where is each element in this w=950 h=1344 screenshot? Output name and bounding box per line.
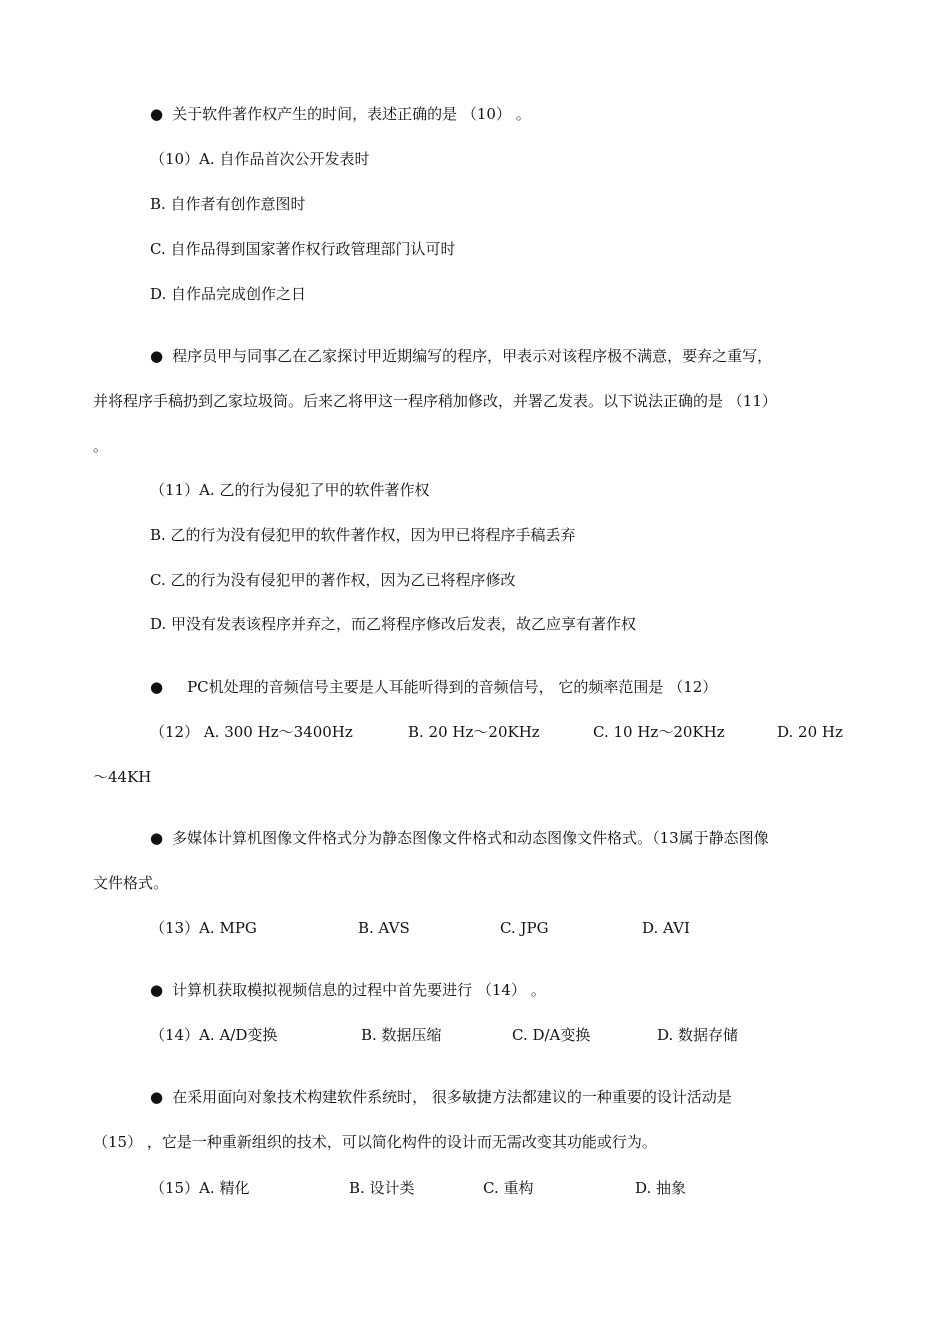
question-11-text-line1: 程序员甲与同事乙在乙家探讨甲近期编写的程序，甲表示对该程序极不满意，要弃之重写，: [172, 347, 773, 365]
question-12-text: PC机处理的音频信号主要是人耳能听得到的音频信号， 它的频率范围是 （12）: [187, 678, 718, 696]
question-14-option-c: C. D/A变换: [512, 1026, 591, 1044]
question-13-text-line1: 多媒体计算机图像文件格式分为静态图像文件格式和动态图像文件格式。（13属于静态图像: [172, 829, 769, 847]
question-13-option-a: （13）A. MPG: [150, 919, 257, 937]
question-14-text: 计算机获取模拟视频信息的过程中首先要进行 （14） 。: [172, 981, 546, 999]
question-12-option-d-continued: ～44KH: [93, 768, 152, 786]
question-12-option-d: D. 20 Hz: [777, 723, 843, 741]
question-10-option-c: C. 自作品得到国家著作权行政管理部门认可时: [150, 240, 456, 258]
question-11-option-a: （11）A. 乙的行为侵犯了甲的软件著作权: [150, 481, 430, 499]
question-10-text: 关于软件著作权产生的时间，表述正确的是 （10） 。: [172, 105, 531, 123]
question-12-option-b: B. 20 Hz～20KHz: [408, 723, 540, 741]
question-10-stem: [150, 104, 531, 124]
question-12-option-c: C. 10 Hz～20KHz: [593, 723, 725, 741]
question-13-option-c: C. JPG: [500, 919, 549, 937]
question-11-text-line3: 。: [93, 437, 109, 455]
bullet: ●: [150, 981, 164, 999]
bullet: ●: [150, 347, 164, 365]
question-12-option-a: （12） A. 300 Hz～3400Hz: [150, 723, 353, 741]
bullet: ●: [150, 678, 164, 696]
question-14-stem: [150, 980, 546, 1000]
question-15-option-c: C. 重构: [483, 1179, 534, 1197]
question-10-option-a: （10）A. 自作品首次公开发表时: [150, 150, 370, 168]
question-11-option-c: C. 乙的行为没有侵犯甲的著作权，因为乙已将程序修改: [150, 571, 516, 589]
question-15-option-a: （15）A. 精化: [150, 1179, 250, 1197]
question-15-option-b: B. 设计类: [349, 1179, 415, 1197]
question-10-option-d: D. 自作品完成创作之日: [150, 285, 307, 303]
question-13-text-line2: 文件格式。: [93, 874, 169, 892]
question-10-option-b: B. 自作者有创作意图时: [150, 195, 306, 213]
question-13-stem: [150, 828, 769, 848]
question-11-stem: [150, 346, 772, 366]
question-15-option-d: D. 抽象: [635, 1179, 687, 1197]
question-11-option-d: D. 甲没有发表该程序并弃之，而乙将程序修改后发表，故乙应享有著作权: [150, 615, 637, 633]
question-14-option-d: D. 数据存储: [657, 1026, 739, 1044]
bullet: ●: [150, 1088, 164, 1106]
question-12-stem: [150, 677, 717, 697]
question-13-option-d: D. AVI: [642, 919, 690, 937]
question-14-option-a: （14）A. A/D变换: [150, 1026, 278, 1044]
question-11-text-line2: 并将程序手稿扔到乙家垃圾筒。后来乙将甲这一程序稍加修改，并署乙发表。以下说法正确的是 （11）: [93, 392, 777, 410]
question-15-text-line1: 在采用面向对象技术构建软件系统时， 很多敏捷方法都建议的一种重要的设计活动是: [172, 1088, 732, 1106]
question-11-option-b: B. 乙的行为没有侵犯甲的软件著作权，因为甲已将程序手稿丢弃: [150, 526, 576, 544]
question-15-text-line2: （15） ，它是一种重新组织的技术，可以简化构件的设计而无需改变其功能或行为。: [93, 1133, 657, 1151]
bullet: ●: [150, 105, 164, 123]
question-15-stem: [150, 1087, 732, 1107]
bullet: ●: [150, 829, 164, 847]
question-13-option-b: B. AVS: [358, 919, 410, 937]
question-14-option-b: B. 数据压缩: [361, 1026, 442, 1044]
